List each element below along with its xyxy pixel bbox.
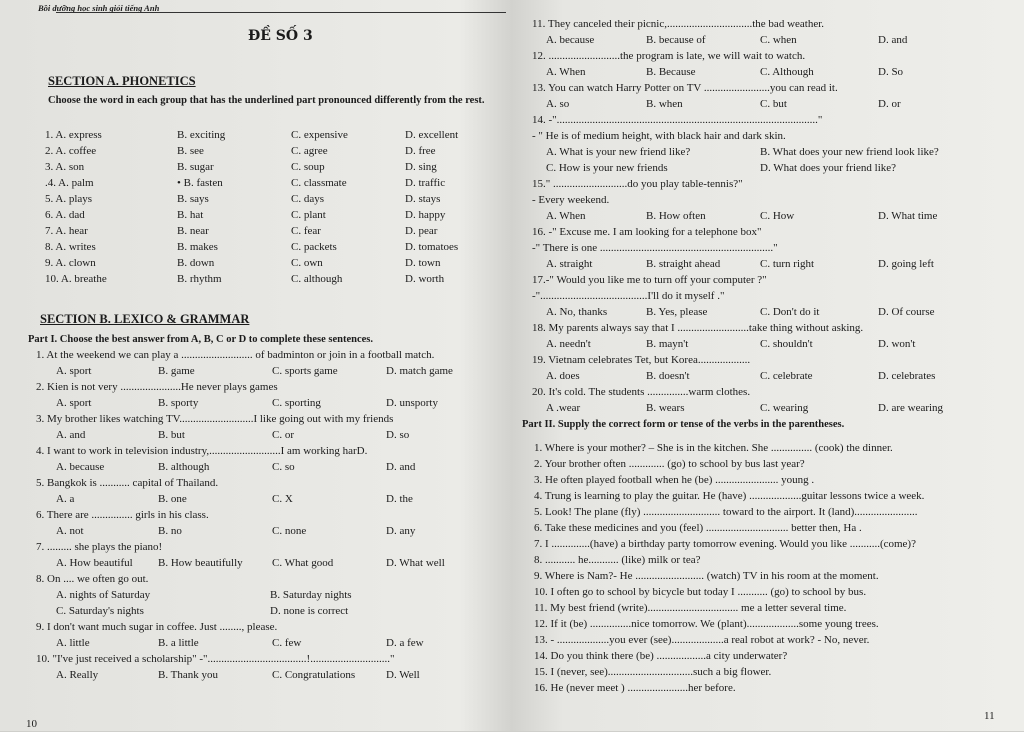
phonetics-option: C. own xyxy=(291,257,323,269)
answer-options xyxy=(36,603,506,619)
answer-option: D. any xyxy=(386,525,416,537)
answer-option: B. Because xyxy=(646,66,696,78)
answer-option: D. a few xyxy=(386,637,424,649)
question-stem: 13. You can watch Harry Potter on TV ........................you can read it. xyxy=(532,82,838,94)
question-stem: 15." ...........................do you play table-tennis?" xyxy=(532,178,743,190)
answer-options xyxy=(532,336,1022,352)
verb-item: 14. Do you think there (be) ..................a city underwater? xyxy=(534,650,788,662)
answer-option: C. sports game xyxy=(272,365,338,377)
left-page xyxy=(20,0,505,731)
answer-option: D. What does your friend like? xyxy=(760,162,897,174)
answer-option: A. and xyxy=(56,429,86,441)
phonetics-option: C. classmate xyxy=(291,177,347,189)
phonetics-option: B. exciting xyxy=(177,129,226,141)
answer-option: A. because xyxy=(56,461,105,473)
question-stem: 2. Kien is not very ......................He never plays games xyxy=(36,381,278,393)
phonetics-list xyxy=(45,127,505,287)
answer-option: D. So xyxy=(878,66,904,78)
answer-options xyxy=(532,32,1022,48)
answer-option: C. sporting xyxy=(272,397,321,409)
question-stem: 5. Bangkok is ........... capital of Thailand. xyxy=(36,477,219,489)
answer-option: B. although xyxy=(158,461,210,473)
answer-option: C. few xyxy=(272,637,302,649)
answer-option: C. turn right xyxy=(760,258,815,270)
answer-option: C. What good xyxy=(272,557,334,569)
answer-option: A. When xyxy=(546,210,586,222)
answer-option: A. Really xyxy=(56,669,99,681)
phonetics-option: 3. A. son xyxy=(45,161,85,173)
answer-option: C. How is your new friends xyxy=(546,162,668,174)
answer-option: C. Although xyxy=(760,66,814,78)
question-stem: 12. ..........................the program is late, we will wait to watch. xyxy=(532,50,806,62)
part2-instruction: Part II. Supply the correct form or tense of the verbs in the parentheses. xyxy=(522,419,845,430)
answer-option: A. sport xyxy=(56,397,92,409)
answer-option: A. a xyxy=(56,493,75,505)
phonetics-option: C. soup xyxy=(291,161,325,173)
verb-item: 5. Look! The plane (fly) ............................ toward to the airport. It (land)....................... xyxy=(534,506,918,518)
answer-option: B. no xyxy=(158,525,182,537)
answer-option: D. Of course xyxy=(878,306,935,318)
answer-option: B. straight ahead xyxy=(646,258,721,270)
phonetics-option: 2. A. coffee xyxy=(45,145,97,157)
answer-options xyxy=(36,395,506,411)
answer-option: B. game xyxy=(158,365,195,377)
answer-options xyxy=(532,368,1022,384)
answer-option: B. Saturday nights xyxy=(270,589,352,601)
phonetics-option: 6. A. dad xyxy=(45,209,85,221)
phonetics-item xyxy=(45,207,505,223)
answer-option: C. but xyxy=(760,98,787,110)
question-stem: 10. "I've just received a scholarship" -"....................................!............................." xyxy=(36,653,395,665)
question-stem: 18. My parents always say that I ..........................take thing without asking. xyxy=(532,322,864,334)
answer-option: C. when xyxy=(760,34,797,46)
phonetics-item xyxy=(45,127,505,143)
phonetics-option: C. agree xyxy=(291,145,328,157)
answer-option: D. Well xyxy=(386,669,420,681)
answer-option: D. so xyxy=(386,429,410,441)
verb-item: 11. My best friend (write)................................. me a letter several time. xyxy=(534,602,847,614)
question-stem: 20. It's cold. The students ...............warm clothes. xyxy=(532,386,751,398)
answer-option: D. are wearing xyxy=(878,402,944,414)
answer-options xyxy=(36,667,506,683)
verb-item: 1. Where is your mother? – She is in the kitchen. She ............... (cook) the dinner. xyxy=(534,442,893,454)
answer-options xyxy=(532,256,1022,272)
question-stem: 1. At the weekend we can play a .......................... of badminton or join in a football match. xyxy=(36,349,435,361)
answer-option: D. and xyxy=(386,461,416,473)
question-stem: -".......................................I'll do it myself ." xyxy=(532,290,725,302)
answer-option: B. one xyxy=(158,493,187,505)
phonetics-option: B. rhythm xyxy=(177,273,222,285)
phonetics-item xyxy=(45,271,505,287)
verb-item: 4. Trung is learning to play the guitar. He (have) ...................guitar lessons twice a week. xyxy=(534,490,925,502)
running-header: Bồi dưỡng học sinh giỏi tiếng Anh xyxy=(38,3,160,13)
answer-options xyxy=(532,160,1022,176)
phonetics-item xyxy=(45,191,505,207)
phonetics-option: 1. A. express xyxy=(45,129,102,141)
answer-option: A. does xyxy=(546,370,580,382)
question-stem: 14. -"..............................................................................................." xyxy=(532,114,823,126)
answer-option: A. What is your new friend like? xyxy=(546,146,691,158)
phonetics-option: D. excellent xyxy=(405,129,459,141)
answer-option: C. How xyxy=(760,210,795,222)
answer-option: B. mayn't xyxy=(646,338,689,350)
answer-option: A. When xyxy=(546,66,586,78)
phonetics-option: D. free xyxy=(405,145,436,157)
part1-questions-right xyxy=(532,16,1022,416)
answer-option: D. won't xyxy=(878,338,916,350)
question-stem: - Every weekend. xyxy=(532,194,610,206)
answer-option: A. straight xyxy=(546,258,593,270)
verb-item: 10. I often go to school by bicycle but today I ........... (go) to school by bus. xyxy=(534,586,867,598)
phonetics-option: B. down xyxy=(177,257,215,269)
answer-option: D. the xyxy=(386,493,413,505)
answer-option: B. Thank you xyxy=(158,669,218,681)
section-a-heading: SECTION A. PHONETICS xyxy=(48,74,196,88)
phonetics-option: D. tomatoes xyxy=(405,241,459,253)
phonetics-item xyxy=(45,239,505,255)
phonetics-option: D. happy xyxy=(405,209,446,221)
answer-option: B. doesn't xyxy=(646,370,690,382)
right-page xyxy=(522,0,1022,731)
page-number-right: 11 xyxy=(984,710,995,722)
phonetics-option: 8. A. writes xyxy=(45,241,96,253)
answer-option: C. Saturday's nights xyxy=(56,605,144,617)
answer-option: A. No, thanks xyxy=(546,306,608,318)
answer-option: B. What does your new friend look like? xyxy=(760,146,939,158)
question-stem: 19. Vietnam celebrates Tet, but Korea................... xyxy=(532,354,751,366)
phonetics-option: D. traffic xyxy=(405,177,446,189)
verb-item: 9. Where is Nam?- He ......................... (watch) TV in his room at the moment. xyxy=(534,570,879,582)
verb-item: 3. He often played football when he (be) ....................... young . xyxy=(534,474,815,486)
answer-option: B. How beautifully xyxy=(158,557,243,569)
phonetics-item xyxy=(45,143,505,159)
phonetics-option: B. makes xyxy=(177,241,218,253)
phonetics-option: .4. A. palm xyxy=(45,177,94,189)
answer-option: B. but xyxy=(158,429,185,441)
answer-option: D. celebrates xyxy=(878,370,936,382)
phonetics-option: C. fear xyxy=(291,225,321,237)
answer-option: A .wear xyxy=(546,402,581,414)
answer-options xyxy=(36,427,506,443)
answer-option: C. Congratulations xyxy=(272,669,356,681)
verb-item: 12. If it (be) ...............nice tomorrow. We (plant)...................some young trees. xyxy=(534,618,879,630)
phonetics-option: B. see xyxy=(177,145,204,157)
answer-option: B. when xyxy=(646,98,683,110)
phonetics-option: 10. A. breathe xyxy=(45,273,107,285)
answer-option: A. so xyxy=(546,98,570,110)
question-stem: 6. There are ............... girls in his class. xyxy=(36,509,209,521)
question-stem: 3. My brother likes watching TV...........................I like going out with my friends xyxy=(36,413,394,425)
phonetics-option: D. pear xyxy=(405,225,438,237)
phonetics-option: 5. A. plays xyxy=(45,193,93,205)
answer-option: C. X xyxy=(272,493,293,505)
answer-option: C. none xyxy=(272,525,307,537)
answer-option: B. How often xyxy=(646,210,706,222)
question-stem: 8. On .... we often go out. xyxy=(36,573,149,585)
answer-option: A. because xyxy=(546,34,595,46)
answer-option: B. Yes, please xyxy=(646,306,708,318)
phonetics-option: D. worth xyxy=(405,273,445,285)
answer-options xyxy=(36,587,506,603)
phonetics-instruction: Choose the word in each group that has the underlined part pronounced differently from the rest. xyxy=(48,95,485,106)
phonetics-option: C. expensive xyxy=(291,129,348,141)
answer-option: D. unsporty xyxy=(386,397,438,409)
answer-option: D. What well xyxy=(386,557,445,569)
answer-option: A. needn't xyxy=(546,338,591,350)
part1-questions-left xyxy=(36,347,506,683)
verb-item: 2. Your brother often ............. (go) to school by bus last year? xyxy=(534,458,805,470)
answer-options xyxy=(532,144,1022,160)
answer-option: A. How beautiful xyxy=(56,557,133,569)
answer-option: C. celebrate xyxy=(760,370,813,382)
phonetics-item xyxy=(45,159,505,175)
question-stem: 9. I don't want much sugar in coffee. Just ........, please. xyxy=(36,621,278,633)
part1-instruction: Part I. Choose the best answer from A, B, C or D to complete these sentences. xyxy=(28,334,373,345)
answer-options xyxy=(532,304,1022,320)
question-stem: - " He is of medium height, with black hair and dark skin. xyxy=(532,130,786,142)
answer-option: A. not xyxy=(56,525,84,537)
answer-option: D. What time xyxy=(878,210,938,222)
answer-option: D. or xyxy=(878,98,901,110)
answer-option: C. shouldn't xyxy=(760,338,813,350)
answer-option: B. wears xyxy=(646,402,685,414)
answer-options xyxy=(36,523,506,539)
verb-item: 13. - ...................you ever (see)...................a real robot at work? - No, never. xyxy=(534,634,870,646)
answer-option: C. so xyxy=(272,461,295,473)
phonetics-option: • B. fasten xyxy=(177,177,223,189)
phonetics-option: D. stays xyxy=(405,193,441,205)
verb-item: 16. He (never meet ) ......................her before. xyxy=(534,682,736,694)
question-stem: -" There is one ..............................................................." xyxy=(532,242,778,254)
answer-option: A. little xyxy=(56,637,90,649)
phonetics-option: D. sing xyxy=(405,161,437,173)
phonetics-option: B. hat xyxy=(177,209,204,221)
answer-options xyxy=(36,635,506,651)
question-stem: 11. They canceled their picnic,...............................the bad weather. xyxy=(532,18,825,30)
answer-options xyxy=(532,208,1022,224)
question-stem: 16. -" Excuse me. I am looking for a telephone box" xyxy=(532,226,762,238)
answer-option: C. wearing xyxy=(760,402,809,414)
question-stem: 7. ......... she plays the piano! xyxy=(36,541,163,553)
answer-options xyxy=(532,64,1022,80)
answer-option: D. none is correct xyxy=(270,605,349,617)
phonetics-option: 7. A. hear xyxy=(45,225,88,237)
question-stem: 17.-" Would you like me to turn off your computer ?" xyxy=(532,274,767,286)
verb-item: 6. Take these medicines and you (feel) .............................. better then, Ha . xyxy=(534,522,862,534)
answer-option: C. Don't do it xyxy=(760,306,820,318)
phonetics-option: 9. A. clown xyxy=(45,257,96,269)
phonetics-option: B. sugar xyxy=(177,161,214,173)
answer-options xyxy=(36,555,506,571)
answer-options xyxy=(36,491,506,507)
header-rule xyxy=(56,12,506,13)
answer-option: B. a little xyxy=(158,637,199,649)
phonetics-option: D. town xyxy=(405,257,441,269)
answer-option: D. and xyxy=(878,34,908,46)
answer-option: A. nights of Saturday xyxy=(56,589,151,601)
phonetics-item xyxy=(45,175,505,191)
exam-title: ĐỀ SỐ 3 xyxy=(248,28,313,44)
verb-item: 15. I (never, see)...............................such a big flower. xyxy=(534,666,772,678)
answer-options xyxy=(36,459,506,475)
answer-option: B. because of xyxy=(646,34,706,46)
section-b-heading: SECTION B. LEXICO & GRAMMAR xyxy=(40,312,250,326)
phonetics-option: C. packets xyxy=(291,241,337,253)
verb-item: 7. I ..............(have) a birthday party tomorrow evening. Would you like ...........(come)? xyxy=(534,538,916,550)
verb-exercise-list xyxy=(534,440,1022,696)
answer-option: D. going left xyxy=(878,258,934,270)
phonetics-option: C. although xyxy=(291,273,343,285)
answer-options xyxy=(36,363,506,379)
phonetics-option: C. days xyxy=(291,193,324,205)
answer-options xyxy=(532,96,1022,112)
answer-options xyxy=(532,400,1022,416)
page-number-left: 10 xyxy=(26,718,37,730)
answer-option: B. sporty xyxy=(158,397,199,409)
verb-item: 8. ........... he........... (like) milk or tea? xyxy=(534,554,701,566)
phonetics-option: C. plant xyxy=(291,209,326,221)
answer-option: C. or xyxy=(272,429,294,441)
phonetics-option: B. near xyxy=(177,225,209,237)
phonetics-option: B. says xyxy=(177,193,209,205)
phonetics-item xyxy=(45,255,505,271)
question-stem: 4. I want to work in television industry,..........................I am working harD. xyxy=(36,445,368,457)
answer-option: D. match game xyxy=(386,365,453,377)
phonetics-item xyxy=(45,223,505,239)
answer-option: A. sport xyxy=(56,365,92,377)
